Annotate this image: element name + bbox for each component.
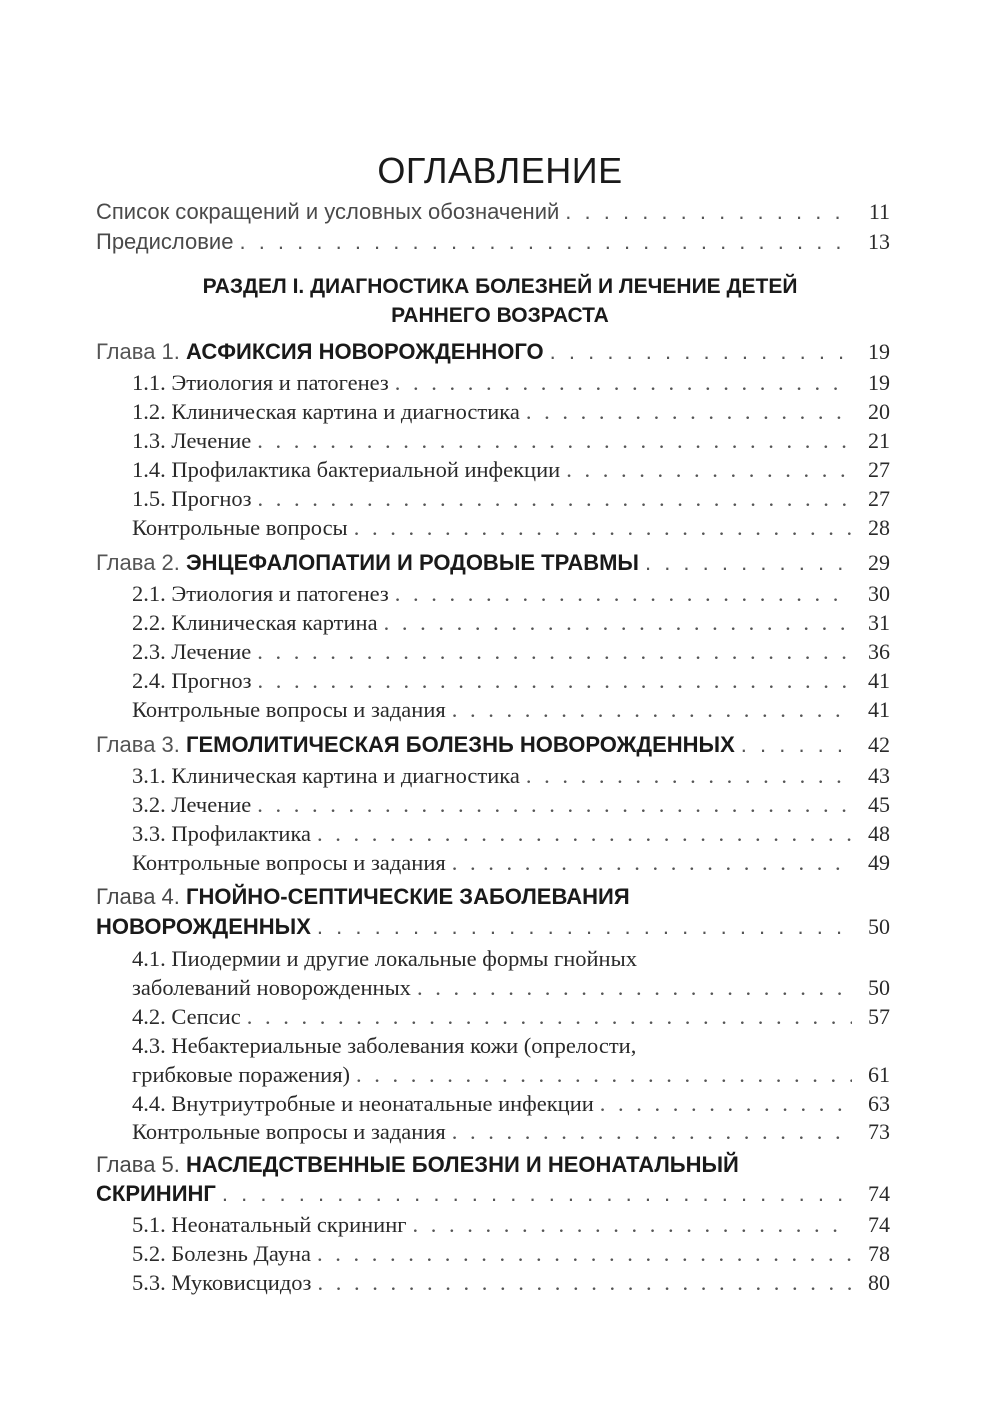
- toc-entry[interactable]: [132, 580, 890, 608]
- toc-entry[interactable]: [132, 1090, 890, 1118]
- toc-page-number: 63: [868, 1091, 890, 1116]
- page-title: ОГЛАВЛЕНИЕ: [377, 150, 623, 191]
- toc-page-number: 20: [868, 399, 890, 424]
- dot-leader: [417, 974, 852, 1002]
- toc-entry-title: 4.4. Внутриутробные и неонатальные инфекции: [132, 1091, 594, 1116]
- dot-leader: [317, 1240, 852, 1268]
- toc-entry-title: 2.3. Лечение: [132, 639, 252, 664]
- toc-entry-title: 5.1. Неонатальный скрининг: [132, 1212, 407, 1237]
- toc-entry-title: 1.3. Лечение: [132, 428, 252, 453]
- toc-entry[interactable]: [132, 762, 890, 790]
- toc-page-number: 27: [868, 457, 890, 482]
- toc-entry-title: 3.3. Профилактика: [132, 821, 312, 846]
- dot-leader: [354, 514, 852, 542]
- dot-leader: [452, 696, 852, 724]
- toc-entry-title: 1.1. Этиология и патогенез: [132, 370, 389, 395]
- toc-page-number: 49: [868, 850, 890, 875]
- toc-entry[interactable]: [132, 369, 890, 397]
- toc-page-number: 30: [868, 581, 890, 606]
- section-heading-line2: РАННЕГО ВОЗРАСТА: [391, 304, 609, 327]
- toc-entry-title: 2.2. Клиническая картина: [132, 610, 378, 635]
- dot-leader: [247, 1003, 852, 1031]
- toc-page-number: 27: [868, 486, 890, 511]
- dot-leader: [257, 638, 852, 666]
- toc-page-number: 28: [868, 515, 890, 540]
- toc-entry-title: 5.3. Муковисцидоз: [132, 1270, 312, 1295]
- toc-page-number: 41: [868, 697, 890, 722]
- toc-page-number: 50: [868, 975, 890, 1000]
- toc-entry-title: 1.2. Клиническая картина и диагностика: [132, 399, 520, 424]
- toc-chapter-4[interactable]: [96, 913, 890, 941]
- toc-entry[interactable]: [132, 696, 890, 724]
- toc-page-number: 19: [868, 370, 890, 395]
- toc-chapter-5[interactable]: [96, 1180, 890, 1208]
- toc-entry-title: 1.4. Профилактика бактериальной инфекции: [132, 457, 561, 482]
- dot-leader: [395, 369, 852, 397]
- toc-entry[interactable]: [132, 974, 890, 1002]
- toc-entry-title: 1.5. Прогноз: [132, 486, 252, 511]
- toc-entry[interactable]: [132, 638, 890, 666]
- toc-page-number: 80: [868, 1270, 890, 1295]
- toc-entry-preface[interactable]: [96, 228, 890, 256]
- chapter-title-line1: ГНОЙНО-СЕПТИЧЕСКИЕ ЗАБОЛЕВАНИЯ: [186, 884, 630, 909]
- dot-leader: [452, 849, 852, 877]
- toc-page-number: 29: [868, 550, 890, 575]
- toc-page-number: 31: [868, 610, 890, 635]
- toc-entry[interactable]: [132, 791, 890, 819]
- toc-page-number: 41: [868, 668, 890, 693]
- toc-entry[interactable]: [132, 667, 890, 695]
- toc-entry-title: Контрольные вопросы и задания: [132, 850, 446, 875]
- toc-page-number: 74: [868, 1212, 890, 1237]
- dot-leader: [395, 580, 852, 608]
- chapter-title-line1: НАСЛЕДСТВЕННЫЕ БОЛЕЗНИ И НЕОНАТАЛЬНЫЙ: [186, 1152, 739, 1177]
- toc-entry[interactable]: [132, 1118, 890, 1146]
- dot-leader: [645, 549, 852, 577]
- toc-entry-title: Предисловие: [96, 229, 234, 254]
- toc-page-number: 73: [868, 1119, 890, 1144]
- toc-page-number: 36: [868, 639, 890, 664]
- toc-entry[interactable]: [132, 398, 890, 426]
- toc-page-number: 45: [868, 792, 890, 817]
- toc-chapter-title: [96, 731, 735, 759]
- toc-chapter-5-first-line[interactable]: [96, 1151, 739, 1179]
- toc-entry-title: 2.4. Прогноз: [132, 668, 252, 693]
- toc-entry-title: 3.2. Лечение: [132, 792, 252, 817]
- chapter-title: ГЕМОЛИТИЧЕСКАЯ БОЛЕЗНЬ НОВОРОЖДЕННЫХ: [186, 732, 735, 757]
- dot-leader: [741, 731, 852, 759]
- chapter-title-line2: СКРИНИНГ: [96, 1181, 216, 1206]
- chapter-prefix: Глава 1.: [96, 339, 180, 364]
- dot-leader: [257, 791, 852, 819]
- chapter-prefix: Глава 2.: [96, 550, 180, 575]
- toc-page-number: 50: [868, 914, 890, 939]
- dot-leader: [317, 1269, 852, 1297]
- dot-leader: [258, 667, 852, 695]
- toc-entry-title: 5.2. Болезнь Дауна: [132, 1241, 312, 1266]
- dot-leader: [600, 1090, 852, 1118]
- toc-entry[interactable]: [132, 1003, 890, 1031]
- chapter-prefix: Глава 5.: [96, 1152, 180, 1177]
- toc-page-number: 42: [868, 732, 890, 757]
- toc-entry-first-line[interactable]: 4.3. Небактериальные заболевания кожи (опрелости,: [132, 1033, 637, 1058]
- toc-chapter-3[interactable]: [96, 731, 890, 759]
- toc-page-number: 11: [868, 199, 890, 224]
- dot-leader: [452, 1118, 852, 1146]
- toc-entry[interactable]: [132, 849, 890, 877]
- toc-entry-title: 4.2. Сепсис: [132, 1004, 241, 1029]
- toc-chapter-2[interactable]: [96, 549, 890, 577]
- toc-page-number: 48: [868, 821, 890, 846]
- toc-entry-title: грибковые поражения): [132, 1062, 351, 1087]
- toc-entry[interactable]: [132, 1211, 890, 1239]
- toc-entry[interactable]: [132, 427, 890, 455]
- toc-entry[interactable]: [132, 820, 890, 848]
- toc-page-number: 57: [868, 1004, 890, 1029]
- dot-leader: [550, 338, 852, 366]
- toc-entry[interactable]: [132, 456, 890, 484]
- toc-entry[interactable]: [132, 1269, 890, 1297]
- toc-entry-first-line[interactable]: 4.1. Пиодермии и другие локальные формы гнойных: [132, 946, 637, 971]
- toc-page-number: 61: [868, 1062, 890, 1087]
- dot-leader: [257, 427, 852, 455]
- chapter-prefix: Глава 4.: [96, 884, 180, 909]
- toc-entry-title: 2.1. Этиология и патогенез: [132, 581, 389, 606]
- toc-entry-title: Контрольные вопросы и задания: [132, 697, 446, 722]
- dot-leader: [384, 609, 852, 637]
- toc-page-number: 43: [868, 763, 890, 788]
- toc-page-number: 78: [868, 1241, 890, 1266]
- dot-leader: [412, 1211, 852, 1239]
- toc-entry[interactable]: [132, 609, 890, 637]
- dot-leader: [565, 198, 852, 226]
- dot-leader: [317, 820, 852, 848]
- toc-entry-abbreviations[interactable]: [96, 198, 890, 226]
- dot-leader: [526, 762, 852, 790]
- toc-entry[interactable]: [132, 1240, 890, 1268]
- toc-entry[interactable]: [132, 1061, 890, 1089]
- toc-entry-title: 3.1. Клиническая картина и диагностика: [132, 763, 520, 788]
- toc-entry[interactable]: [132, 514, 890, 542]
- toc-page-number: 74: [868, 1181, 890, 1206]
- toc-entry-title: заболеваний новорожденных: [132, 975, 411, 1000]
- toc-page-number: 19: [868, 339, 890, 364]
- dot-leader: [222, 1180, 852, 1208]
- toc-entry[interactable]: [132, 485, 890, 513]
- dot-leader: [239, 228, 852, 256]
- chapter-title: АСФИКСИЯ НОВОРОЖДЕННОГО: [186, 339, 544, 364]
- toc-entry-title: Список сокращений и условных обозначений: [96, 199, 560, 224]
- toc-entry-title: Контрольные вопросы: [132, 515, 348, 540]
- toc-chapter-title: [96, 338, 544, 366]
- chapter-prefix: Глава 3.: [96, 732, 180, 757]
- chapter-title-line2: НОВОРОЖДЕННЫХ: [96, 914, 311, 939]
- toc-chapter-4-first-line[interactable]: [96, 883, 630, 911]
- dot-leader: [258, 485, 852, 513]
- toc-page-number: 21: [868, 428, 890, 453]
- dot-leader: [566, 456, 852, 484]
- dot-leader: [317, 913, 852, 941]
- section-heading-line1: РАЗДЕЛ I. ДИАГНОСТИКА БОЛЕЗНЕЙ И ЛЕЧЕНИЕ ДЕТЕЙ: [202, 275, 798, 298]
- toc-chapter-title: [96, 549, 639, 577]
- chapter-title: ЭНЦЕФАЛОПАТИИ И РОДОВЫЕ ТРАВМЫ: [186, 550, 639, 575]
- toc-entry-title: Контрольные вопросы и задания: [132, 1119, 446, 1144]
- dot-leader: [526, 398, 852, 426]
- dot-leader: [356, 1061, 852, 1089]
- toc-chapter-1[interactable]: [96, 338, 890, 366]
- toc-page-number: 13: [868, 229, 890, 254]
